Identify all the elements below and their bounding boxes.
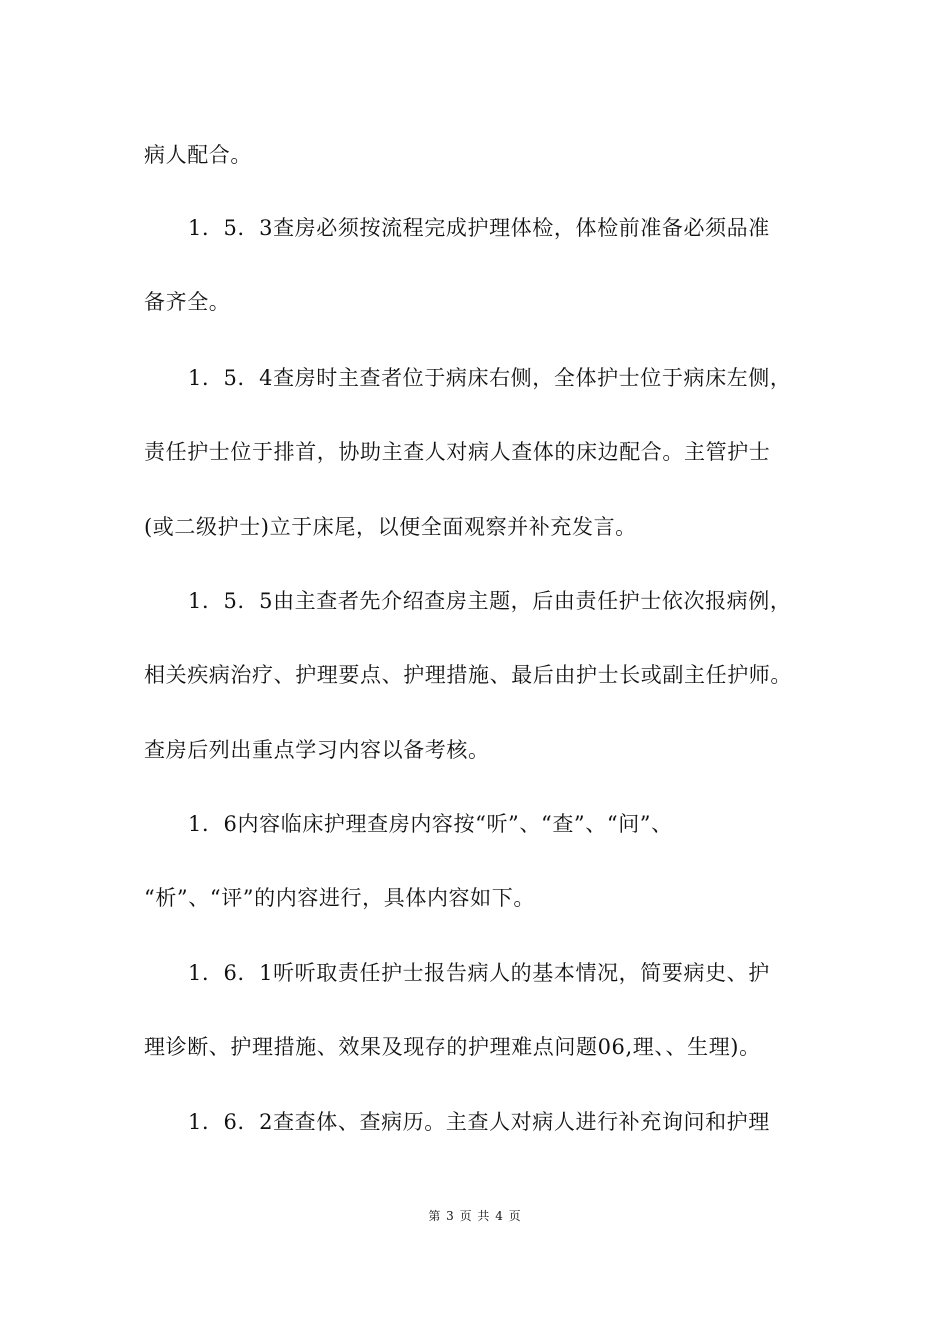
text-line: 1．5．5由主查者先介绍查房主题，后由责任护士依次报病例， <box>188 589 792 613</box>
text-line: 查房后列出重点学习内容以备考核。 <box>144 738 490 762</box>
text-line: “析”、“评”的内容进行，具体内容如下。 <box>144 886 535 910</box>
text-line: 1．6．1听听取责任护士报告病人的基本情况，简要病史、护 <box>188 961 770 985</box>
text-line: 相关疾病治疗、护理要点、护理措施、最后由护士长或副主任护师。 <box>144 663 792 687</box>
text-line: 病人配合。 <box>144 143 252 167</box>
text-line: 理诊断、护理措施、效果及现存的护理难点问题06,理、、生理)。 <box>144 1035 761 1059</box>
text-line: 责任护士位于排首，协助主查人对病人查体的床边配合。主管护士 <box>144 440 771 464</box>
text-line: 备齐全。 <box>144 290 231 314</box>
text-line: 1．6内容临床护理查房内容按“听”、“查”、“问”、 <box>188 812 673 836</box>
text-line: 1．6．2查查体、查病历。主查人对病人进行补充询问和护理 <box>188 1110 770 1134</box>
text-line: 1．5．4查房时主查者位于病床右侧，全体护士位于病床左侧， <box>188 366 792 390</box>
text-line: 1．5．3查房必须按流程完成护理体检，体检前准备必须品准 <box>188 216 770 240</box>
page-number-footer: 第 3 页 共 4 页 <box>428 1209 522 1223</box>
text-line: (或二级护士)立于床尾，以便全面观察并补充发言。 <box>144 515 637 539</box>
